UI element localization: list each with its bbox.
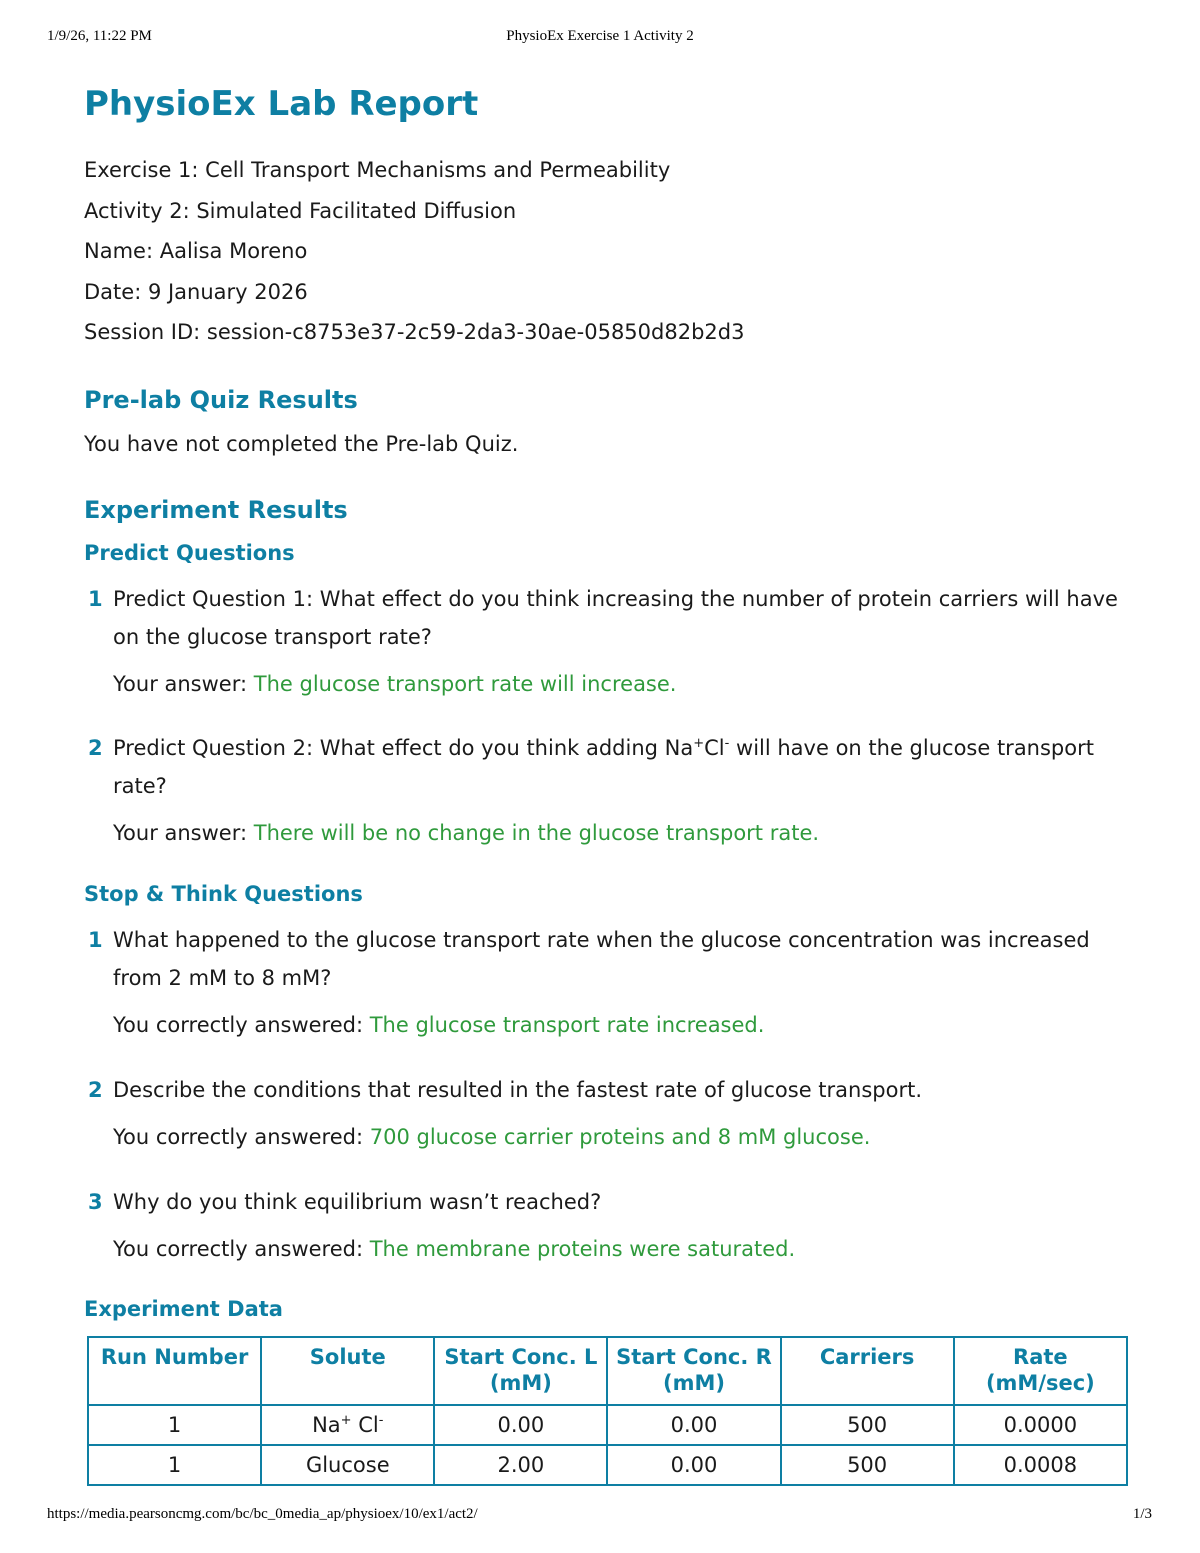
question-text	[113, 729, 1130, 805]
question-text: Describe the conditions that resulted in the fastest rate of glucose transport.	[113, 1078, 923, 1102]
question-number: 1	[88, 587, 103, 611]
predict-question-1	[84, 580, 1130, 699]
question-number: 3	[88, 1190, 103, 1214]
answer-text: The membrane proteins were saturated.	[369, 1237, 796, 1261]
cell-carriers: 500	[781, 1445, 954, 1485]
stop-question-2	[84, 1071, 1130, 1152]
name-line: Name: Aalisa Moreno	[84, 239, 308, 263]
cell-conc-r: 0.00	[607, 1445, 780, 1485]
prelab-status-text: You have not completed the Pre-lab Quiz.	[84, 432, 519, 456]
cell-run: 1	[88, 1405, 261, 1445]
prelab-heading: Pre-lab Quiz Results	[84, 386, 358, 414]
col-header-start-conc-r: Start Conc. R (mM)	[607, 1337, 780, 1405]
print-datetime: 1/9/26, 11:22 PM	[47, 28, 152, 44]
question-text-part: Cl	[704, 736, 725, 760]
answer-text: There will be no change in the glucose transport rate.	[253, 821, 820, 845]
answer-label: Your answer:	[113, 821, 254, 845]
cell-solute	[261, 1405, 434, 1445]
cell-conc-r: 0.00	[607, 1405, 780, 1445]
answer-text: The glucose transport rate will increase.	[253, 672, 677, 696]
cell-solute: Glucose	[261, 1445, 434, 1485]
cell-conc-l: 2.00	[434, 1445, 607, 1485]
superscript-minus: -	[724, 736, 730, 751]
table-row	[88, 1405, 1127, 1445]
question-text-part: Predict Question 2: What effect do you think adding Na	[113, 736, 694, 760]
report-title: PhysioEx Lab Report	[84, 84, 479, 124]
print-page-title: PhysioEx Exercise 1 Activity 2	[506, 28, 694, 44]
table-row	[88, 1445, 1127, 1485]
table-header-row	[88, 1337, 1127, 1405]
date-line: Date: 9 January 2026	[84, 279, 308, 304]
answer-line	[113, 669, 1130, 699]
print-page-number: 1/3	[1132, 1506, 1152, 1522]
question-text: Why do you think equilibrium wasn’t reached?	[113, 1190, 602, 1214]
question-text-part: will have on the glucose transport rate?	[113, 736, 1094, 798]
answer-line	[113, 1010, 1130, 1040]
col-header-start-conc-l: Start Conc. L (mM)	[434, 1337, 607, 1405]
session-id-line: Session ID: session-c8753e37-2c59-2da3-30ae-05850d82b2d3	[84, 320, 745, 344]
col-header-carriers: Carriers	[781, 1337, 954, 1405]
cell-run: 1	[88, 1445, 261, 1485]
stop-think-heading: Stop & Think Questions	[84, 882, 363, 906]
question-number: 1	[88, 928, 103, 952]
question-number: 2	[88, 1078, 103, 1102]
superscript-plus: +	[340, 1413, 352, 1428]
superscript-plus: +	[693, 736, 705, 751]
print-url: https://media.pearsoncmg.com/bc/bc_0media_ap/physioex/10/ex1/act2/	[47, 1506, 478, 1522]
answer-line	[113, 1234, 1130, 1264]
question-text: What happened to the glucose transport rate when the glucose concentration was increased from 2 mM to 8 mM?	[113, 928, 1090, 990]
answer-label: You correctly answered:	[113, 1237, 370, 1261]
report-content	[84, 82, 1130, 1477]
answer-label: Your answer:	[113, 672, 254, 696]
cell-rate: 0.0000	[954, 1405, 1127, 1445]
predict-questions-heading: Predict Questions	[84, 541, 295, 565]
report-meta	[84, 150, 1130, 353]
question-text: Predict Question 1: What effect do you think increasing the number of protein carriers will have on the glucose transport rate?	[113, 587, 1118, 649]
experiment-data-table	[87, 1336, 1128, 1486]
question-number: 2	[88, 736, 103, 760]
cell-conc-l: 0.00	[434, 1405, 607, 1445]
answer-label: You correctly answered:	[113, 1125, 370, 1149]
exercise-line: Exercise 1: Cell Transport Mechanisms and Permeability	[84, 158, 671, 182]
answer-text: 700 glucose carrier proteins and 8 mM glucose.	[369, 1125, 871, 1149]
cell-rate: 0.0008	[954, 1445, 1127, 1485]
solute-part: Na	[312, 1413, 341, 1437]
answer-line	[113, 1122, 1130, 1152]
experiment-results-heading: Experiment Results	[84, 496, 348, 524]
col-header-rate: Rate (mM/sec)	[954, 1337, 1127, 1405]
experiment-data-heading: Experiment Data	[84, 1297, 283, 1321]
answer-label: You correctly answered:	[113, 1013, 370, 1037]
col-header-solute: Solute	[261, 1337, 434, 1405]
stop-question-3	[84, 1183, 1130, 1264]
answer-text: The glucose transport rate increased.	[369, 1013, 765, 1037]
superscript-minus: -	[378, 1413, 384, 1428]
cell-carriers: 500	[781, 1405, 954, 1445]
activity-line: Activity 2: Simulated Facilitated Diffusion	[84, 198, 517, 223]
col-header-run-number: Run Number	[88, 1337, 261, 1405]
predict-question-2	[84, 729, 1130, 848]
stop-question-1	[84, 921, 1130, 1040]
solute-part: Cl	[351, 1413, 379, 1437]
answer-line	[113, 818, 1130, 848]
